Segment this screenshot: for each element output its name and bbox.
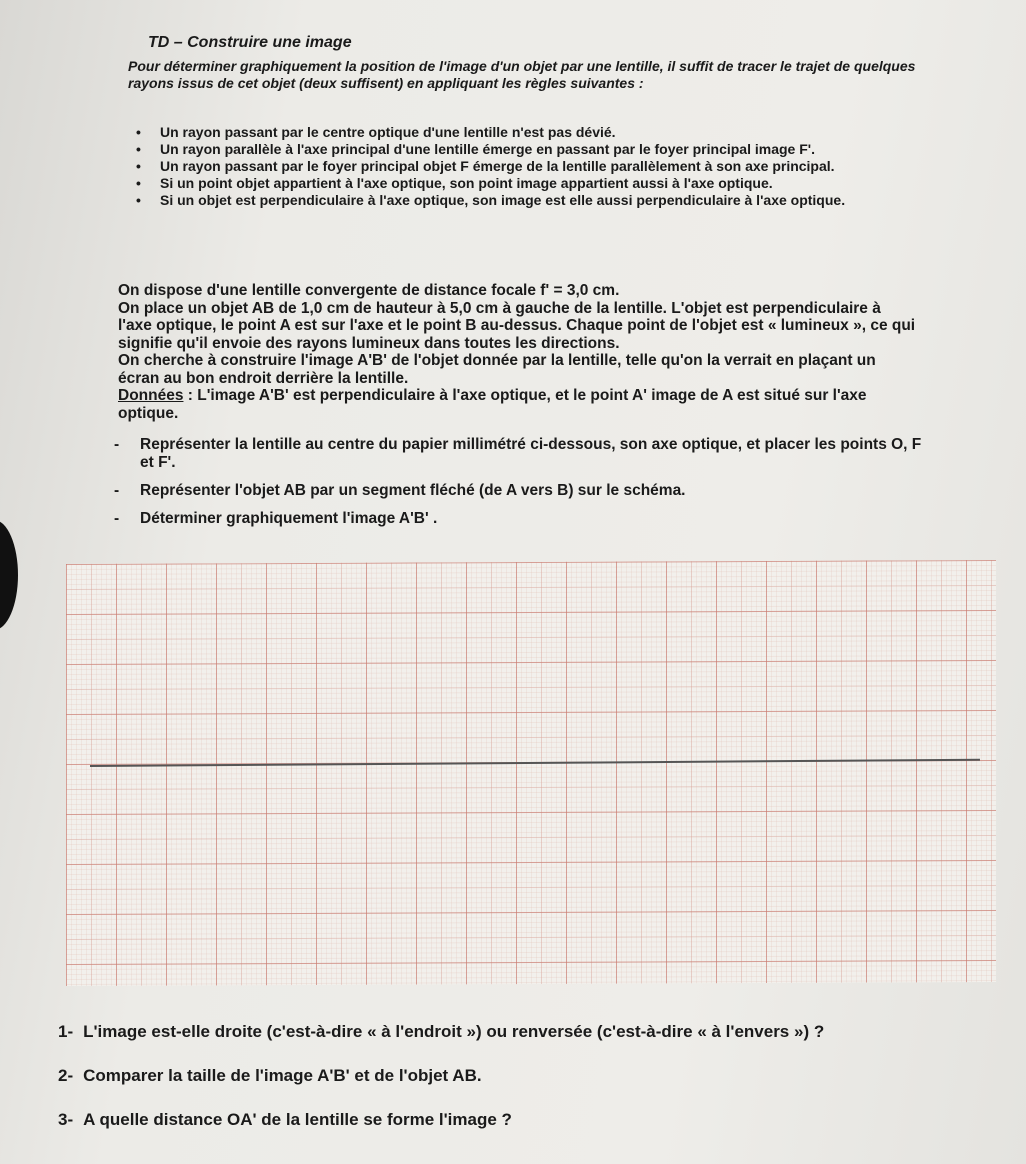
rule-item: • Un rayon passant par le foyer principal objet F émerge de la lentille parallèlement à son axe principal. [118, 158, 918, 175]
question-item [58, 1110, 1008, 1130]
question-number: 3- [58, 1110, 74, 1129]
rule-item: • Si un point objet appartient à l'axe optique, son point image appartient aussi à l'axe optique. [118, 175, 918, 192]
question-item [58, 1022, 1008, 1042]
lens-data [118, 282, 918, 300]
goal-text: On cherche à construire l'image A'B' de l'objet donnée par la lentille, telle qu'on la verrait en plaçant un écran au bon endroit derrière la lentille. [118, 352, 876, 387]
text-span: On dispose d'une lentille convergente de [118, 282, 424, 299]
text-span: On place un [118, 299, 212, 317]
question-number: 2- [58, 1066, 74, 1085]
question-text: Comparer la taille de l'image A'B' et de l'objet AB. [83, 1066, 482, 1085]
rule-item: • Un rayon passant par le centre optique d'une lentille n'est pas dévié. [118, 124, 918, 141]
text-span: objet AB [211, 299, 275, 317]
given-data [118, 387, 918, 422]
task-item: - Représenter l'objet AB par un segment fléché (de A vers B) sur le schéma. [100, 482, 930, 500]
text-span: Données [118, 387, 184, 404]
text-span: : L'image A'B' est perpendiculaire à l'axe optique, et le point A' image de A est situé sur l'axe optique. [118, 387, 867, 422]
task-item: - Représenter la lentille au centre du papier millimétré ci-dessous, son axe optique, et placer les points O, F et F'. [100, 436, 930, 472]
task-item: - Déterminer graphiquement l'image A'B' . [100, 510, 930, 528]
question-number: 1- [58, 1022, 74, 1041]
graph-paper[interactable] [66, 560, 996, 986]
questions-list [58, 1022, 1008, 1154]
text-span: f' = 3,0 cm. [536, 282, 620, 299]
text-span: distance focale [424, 282, 536, 299]
text-span: de 1,0 cm de hauteur à 5,0 cm à gauche de la lentille. L'objet est perpendiculaire à l'axe optique, le point A est sur l'axe et le point B au-dessus. Chaque point de l'objet est « lumineux », ce qui signifie qu'il envoie des rayons lumineux dans toutes les directions. [118, 299, 916, 352]
rule-item: • Un rayon parallèle à l'axe principal d'une lentille émerge en passant par le foyer principal image F'. [118, 141, 918, 158]
question-text: L'image est-elle droite (c'est-à-dire « à l'endroit ») ou renversée (c'est-à-dire « à l'envers ») ? [83, 1022, 825, 1041]
intro-text: Pour déterminer graphiquement la position de l'image d'un objet par une lentille, il suffit de tracer le trajet de quelques rayons issus de cet objet (deux suffisent) en appliquant les règles suivantes : [128, 58, 916, 91]
rules-list [118, 124, 918, 209]
page-shadow [0, 520, 18, 630]
question-item [58, 1066, 1008, 1086]
rule-item: • Si un objet est perpendiculaire à l'axe optique, son image est elle aussi perpendiculaire à l'axe optique. [118, 192, 918, 209]
problem-statement [118, 282, 918, 422]
page-title: TD – Construire une image [148, 34, 352, 51]
object-data [118, 300, 918, 353]
question-text: A quelle distance OA' de la lentille se forme l'image ? [83, 1110, 512, 1129]
tasks-list [100, 436, 930, 538]
